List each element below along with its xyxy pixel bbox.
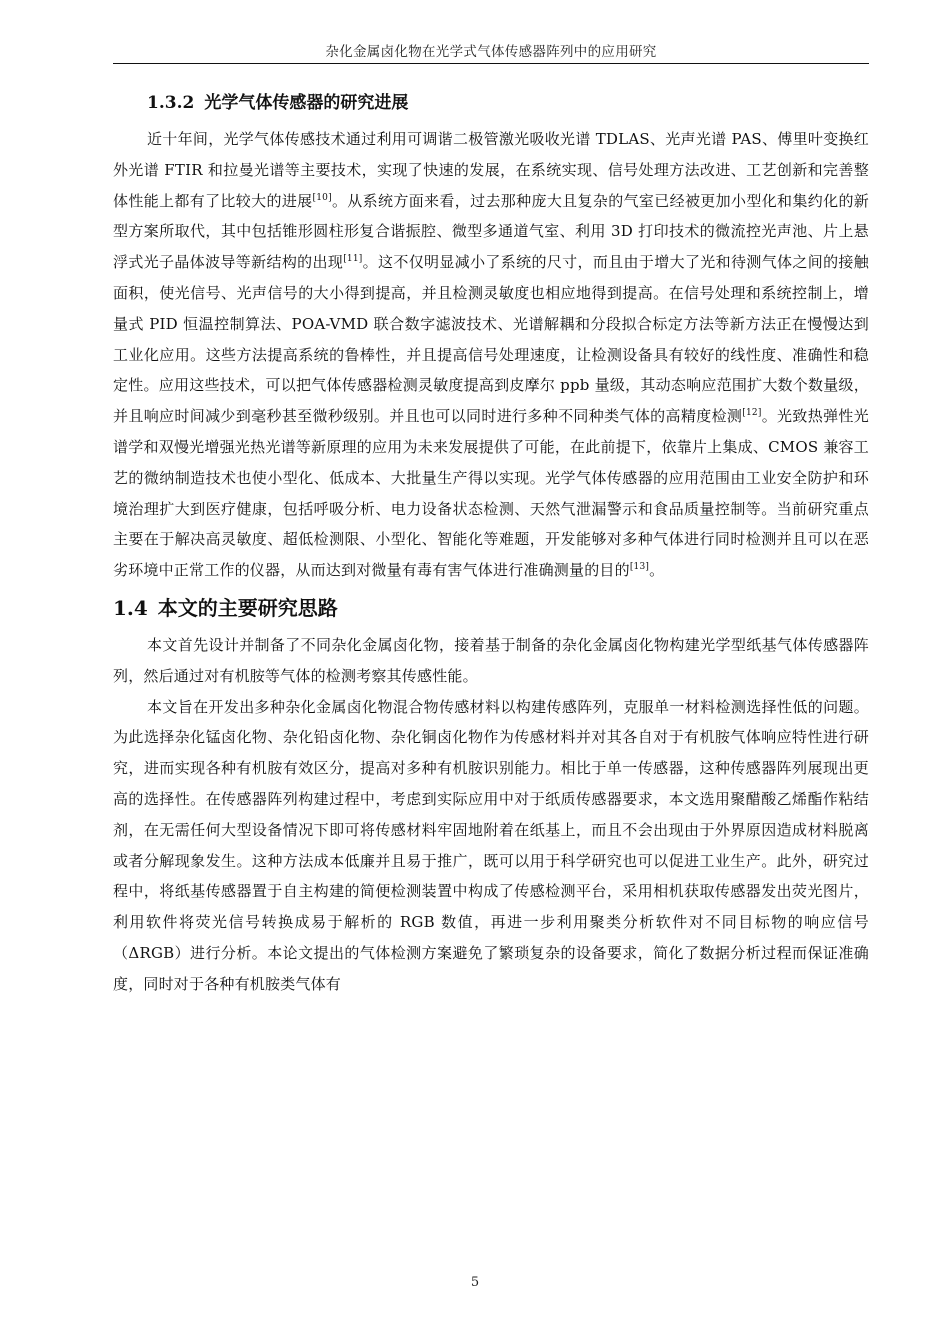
paragraph-research-approach: 本文旨在开发出多种杂化金属卤化物混合物传感材料以构建传感阵列，克服单一材料检测选择性低的问题。为此选择杂化锰卤化物、杂化铅卤化物、杂化铜卤化物作为传感材料并对其各自对于有机胺气体响应特性进行研究，进而实现各种有机胺有效区分，提高对多种有机胺识别能力。相比于单一传感器，这种传感器阵列展现出更高的选择性。在传感器阵列构建过程中，考虑到实际应用中对于纸质传感器要求，本文选用聚醋酸乙烯酯作粘结剂，在无需任何大型设备情况下即可将传感材料牢固地附着在纸基上，而且不会出现由于外界原因造成材料脱离或者分解现象发生。这种方法成本低廉并且易于推广，既可以用于科学研究也可以促进工业生产。此外，研究过程中，将纸基传感器置于自主构建的简便检测装置中构成了传感检测平台，采用相机获取传感器发出荧光图片，利用软件将荧光信号转换成易于解析的 RGB 数值，再进一步利用聚类分析软件对不同目标物的响应信号（ΔRGB）进行分析。本论文提出的气体检测方案避免了繁琐复杂的设备要求，简化了数据分析过程而保证准确度，同时对于各种有机胺类气体有 <box>113 697 869 993</box>
subsection-heading-1-3-2 <box>113 88 869 118</box>
running-header: 杂化金属卤化物在光学式气体传感器阵列中的应用研究 <box>325 44 657 60</box>
page-number: 5 <box>470 1275 480 1290</box>
paragraph-text: 近十年间，光学气体传感技术通过利用可调谐二极管激光吸收光谱 TDLAS、光声光谱 PAS、傅里叶变换红外光谱 FTIR 和拉曼光谱等主要技术，实现了快速的发展，在系统实现、信号处理方法改进、工艺创新和完善整体性能上都有了比较大的进展 <box>113 130 869 210</box>
citation-12: [12] <box>742 408 762 419</box>
section-number: 1.4 <box>113 595 148 620</box>
paragraph-optical-sensor-progress <box>113 124 869 586</box>
paragraph-text: 。 <box>649 561 665 580</box>
paragraph-text: 。从系统方面来看，过去那种庞大且复杂的气室已经被更加小型化和集约化的新型方案所取代，其中包括锥形圆柱形复合谐振腔、微型多通道气室、利用 3D 打印技术的微流控光声池、片上悬浮式光子晶体波导等新结构的出现 <box>113 191 869 272</box>
citation-13: [13] <box>629 562 650 573</box>
citation-11: [11] <box>343 254 363 265</box>
citation-10: [10] <box>312 192 332 203</box>
subsection-title: 光学气体传感器的研究进展 <box>204 93 409 113</box>
paragraph-text: 。光致热弹性光谱学和双慢光增强光热光谱等新原理的应用为未来发展提供了可能，在此前提下，依靠片上集成、CMOS 兼容工艺的微纳制造技术也使小型化、低成本、大批量生产得以实现。光学气体传感器的应用范围由工业安全防护和环境治理扩大到医疗健康，包括呼吸分析、电力设备状态检测、天然气泄漏警示和食品质量控制等。当前研究重点主要在于解决高灵敏度、超低检测限、小型化、智能化等难题，开发能够对多种气体进行同时检测并且可以在恶劣环境中正常工作的仪器，从而达到对微量有毒有害气体进行准确测量的目的 <box>113 407 869 580</box>
paragraph-research-outline: 本文首先设计并制备了不同杂化金属卤化物，接着基于制备的杂化金属卤化物构建光学型纸基气体传感器阵列，然后通过对有机胺等气体的检测考察其传感性能。 <box>113 635 869 685</box>
section-title: 本文的主要研究思路 <box>157 595 338 620</box>
page-content <box>113 88 869 1000</box>
subsection-number: 1.3.2 <box>147 93 195 113</box>
header-rule <box>113 63 869 64</box>
section-heading-1-4 <box>113 590 869 626</box>
paragraph-text: 。这不仅明显减小了系统的尺寸，而且由于增大了光和待测气体之间的接触面积，使光信号、光声信号的大小得到提高，并且检测灵敏度也相应地得到提高。在信号处理和系统控制上，增量式 PID 恒温控制算法、POA-VMD 联合数字滤波技术、光谱解耦和分段拟合标定方法等新方法正在慢慢达到工业化应用。这些方法提高系统的鲁棒性，并且提高信号处理速度，让检测设备具有较好的线性度、准确性和稳定性。应用这些技术，可以把气体传感器检测灵敏度提高到皮摩尔 ppb 量级，其动态响应范围扩大数个数量级，并且响应时间减少到毫秒甚至微秒级别。并且也可以同时进行多种不同种类气体的高精度检测 <box>113 253 869 426</box>
